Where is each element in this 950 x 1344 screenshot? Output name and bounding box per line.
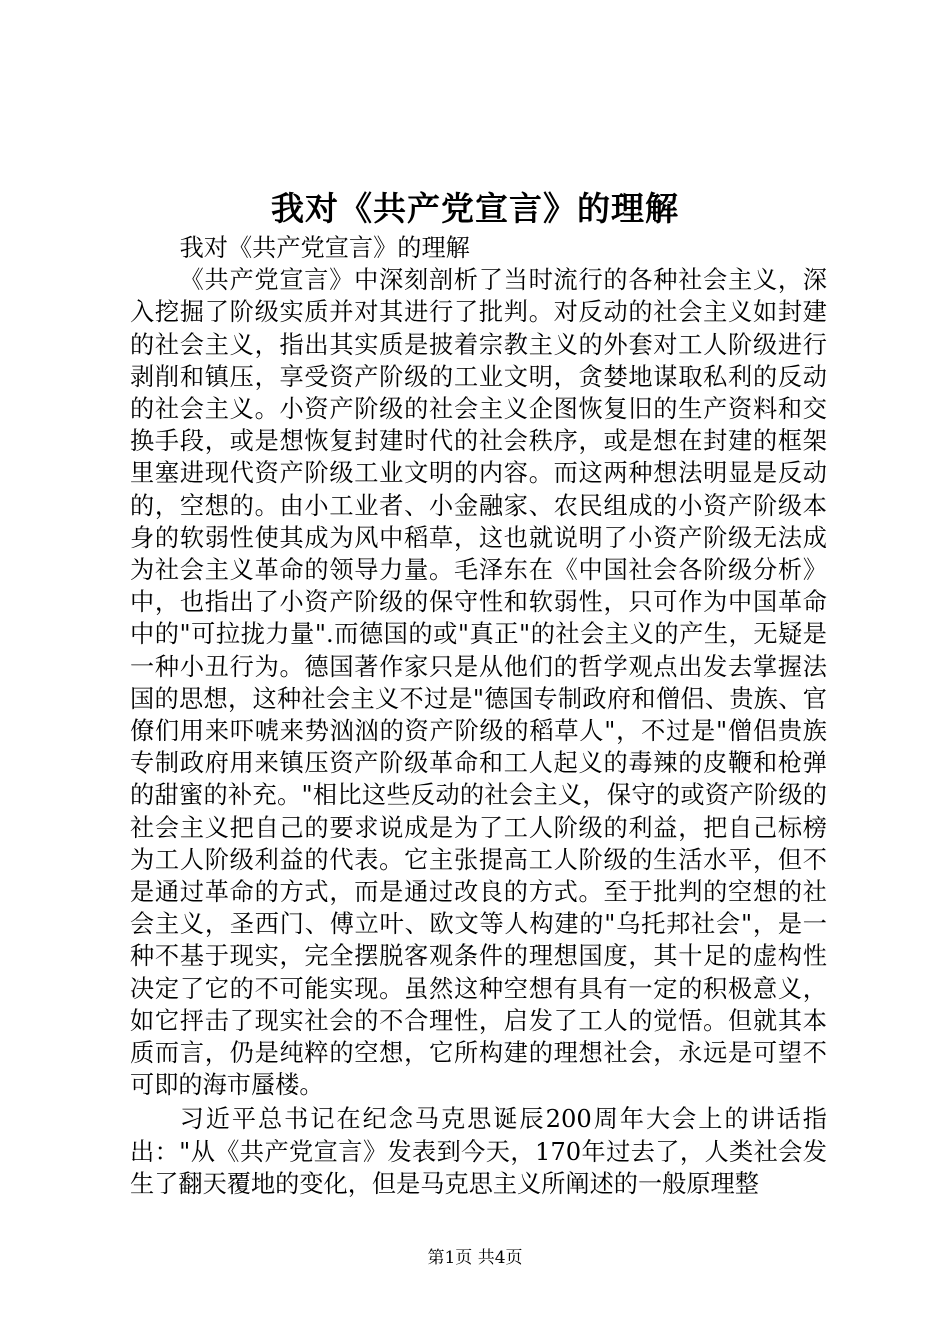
paragraph-subtitle: 我对《共产党宣言》的理解 xyxy=(179,234,470,262)
paragraph-speech: 习近平总书记在纪念马克思诞辰200周年大会上的讲话指出："从《共产党宣言》发表到今天，170年过去了，人类社会发生了翻天覆地的变化，但是马克思主义所阐述的一般原理整 xyxy=(130,1105,827,1198)
page-number-footer: 第1页 共4页 xyxy=(427,1248,523,1268)
document-title: 我对《共产党宣言》的理解 xyxy=(271,189,679,228)
document-body xyxy=(130,232,827,1200)
paragraph-main: 《共产党宣言》中深刻剖析了当时流行的各种社会主义，深入挖掘了阶级实质并对其进行了批判。对反动的社会主义如封建的社会主义，指出其实质是披着宗教主义的外套对工人阶级进行剥削和镇压，享受资产阶级的工业文明，贪婪地谋取私利的反动的社会主义。小资产阶级的社会主义企图恢复旧的生产资料和交换手段，或是想恢复封建时代的社会秩序，或是想在封建的框架里塞进现代资产阶级工业文明的内容。而这两种想法明显是反动的，空想的。由小工业者、小金融家、农民组成的小资产阶级本身的软弱性使其成为风中稻草，这也就说明了小资产阶级无法成为社会主义革命的领导力量。毛泽东在《中国社会各阶级分析》中，也指出了小资产阶级的保守性和软弱性，只可作为中国革命中的"可拉拢力量".而德国的或"真正"的社会主义的产生，无疑是一种小丑行为。德国著作家只是从他们的哲学观点出发去掌握法国的思想，这种社会主义不过是"德国专制政府和僧侣、贵族、官僚们用来吓唬来势汹汹的资产阶级的稻草人"，不过是"僧侣贵族专制政府用来镇压资产阶级革命和工人起义的毒辣的皮鞭和枪弹的甜蜜的补充。"相比这些反动的社会主义，保守的或资产阶级的社会主义把自己的要求说成是为了工人阶级的利益，把自己标榜为工人阶级利益的代表。它主张提高工人阶级的生活水平，但不是通过革命的方式，而是通过改良的方式。至于批判的空想的社会主义，圣西门、傅立叶、欧文等人构建的"乌托邦社会"，是一种不基于现实，完全摆脱客观条件的理想国度，其十足的虚构性决定了它的不可能实现。虽然这种空想有具有一定的积极意义，如它抨击了现实社会的不合理性，启发了工人的觉悟。但就其本质而言，仍是纯粹的空想，它所构建的理想社会，永远是可望不可即的海市蜃楼。 xyxy=(130,266,827,1100)
